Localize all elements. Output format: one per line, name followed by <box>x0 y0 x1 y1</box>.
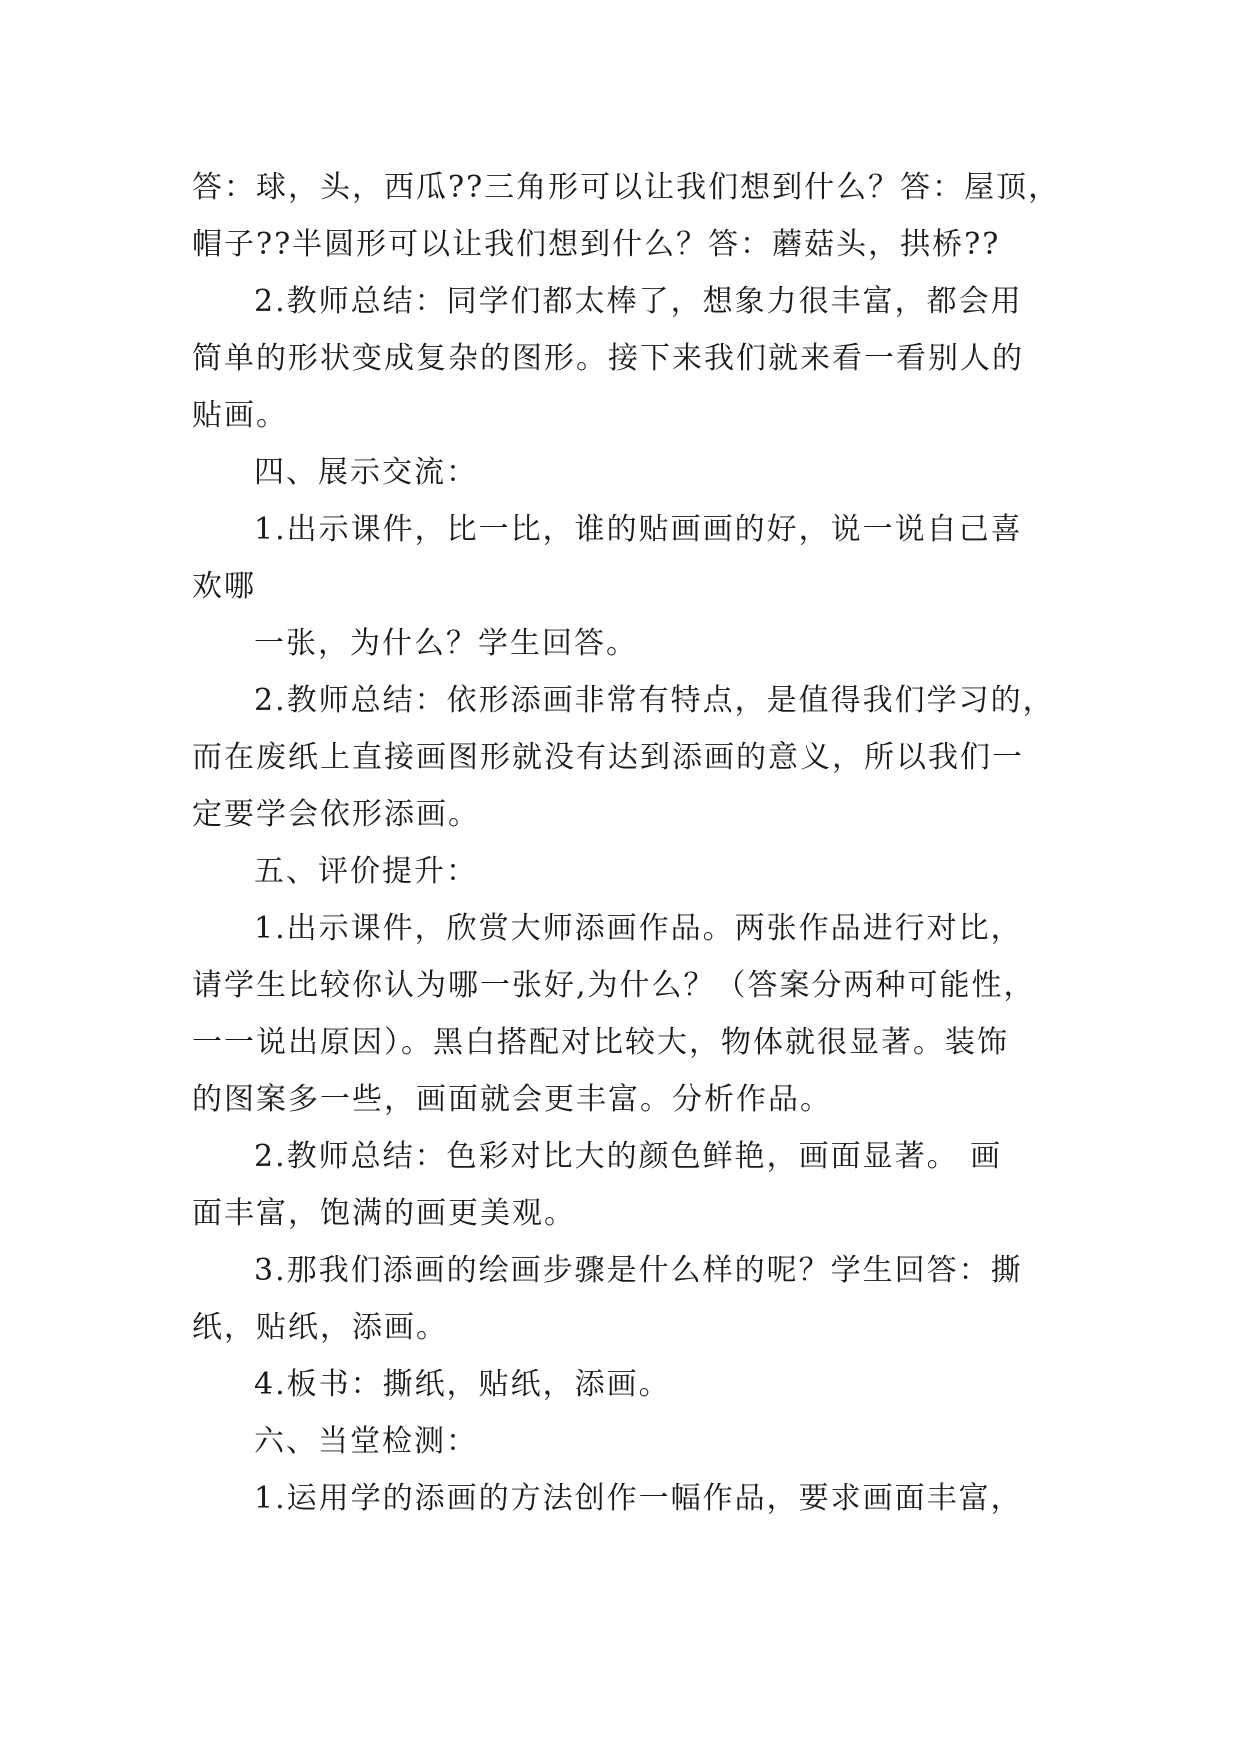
section-heading: 五、评价提升： <box>254 854 478 889</box>
text-line: 请学生比较你认为哪一张好,为什么？（答案分两种可能性， <box>192 968 1036 1003</box>
text-line: 简单的形状变成复杂的图形。接下来我们就来看一看别人的 <box>192 341 1024 376</box>
text-line: 2.教师总结：同学们都太棒了，想象力很丰富，都会用 <box>254 284 1023 319</box>
section-heading: 四、展示交流： <box>254 455 478 490</box>
text-line: 的图案多一些，画面就会更丰富。分析作品。 <box>192 1082 832 1117</box>
text-line: 欢哪 <box>192 569 256 604</box>
section-heading: 六、当堂检测： <box>254 1424 478 1459</box>
text-line: 3.那我们添画的绘画步骤是什么样的呢？学生回答：撕 <box>254 1253 1023 1288</box>
text-line: 纸，贴纸，添画。 <box>192 1310 448 1345</box>
text-line: 一一说出原因）。黑白搭配对比较大，物体就很显著。装饰 <box>192 1025 1009 1060</box>
text-line: 1.运用学的添画的方法创作一幅作品，要求画面丰富， <box>254 1481 1023 1516</box>
text-line: 答：球，头，西瓜??三角形可以让我们想到什么？答：屋顶， <box>192 170 1061 205</box>
text-line: 贴画。 <box>192 398 288 433</box>
text-line: 4.板书：撕纸，贴纸，添画。 <box>254 1367 671 1402</box>
text-line: 帽子??半圆形可以让我们想到什么？答：蘑菇头，拱桥?? <box>192 227 1001 262</box>
text-line: 定要学会依形添画。 <box>192 797 480 832</box>
text-line: 1.出示课件，比一比，谁的贴画画的好，说一说自己喜 <box>254 512 1023 547</box>
text-line: 2.教师总结：依形添画非常有特点，是值得我们学习的， <box>254 683 1055 718</box>
text-line: 面丰富，饱满的画更美观。 <box>192 1196 576 1231</box>
text-line: 2.教师总结：色彩对比大的颜色鲜艳，画面显著。 画 <box>254 1139 1003 1174</box>
text-line: 一张，为什么？学生回答。 <box>254 626 638 661</box>
text-line: 而在废纸上直接画图形就没有达到添画的意义，所以我们一 <box>192 740 1024 775</box>
text-line: 1.出示课件，欣赏大师添画作品。两张作品进行对比， <box>254 911 1023 946</box>
